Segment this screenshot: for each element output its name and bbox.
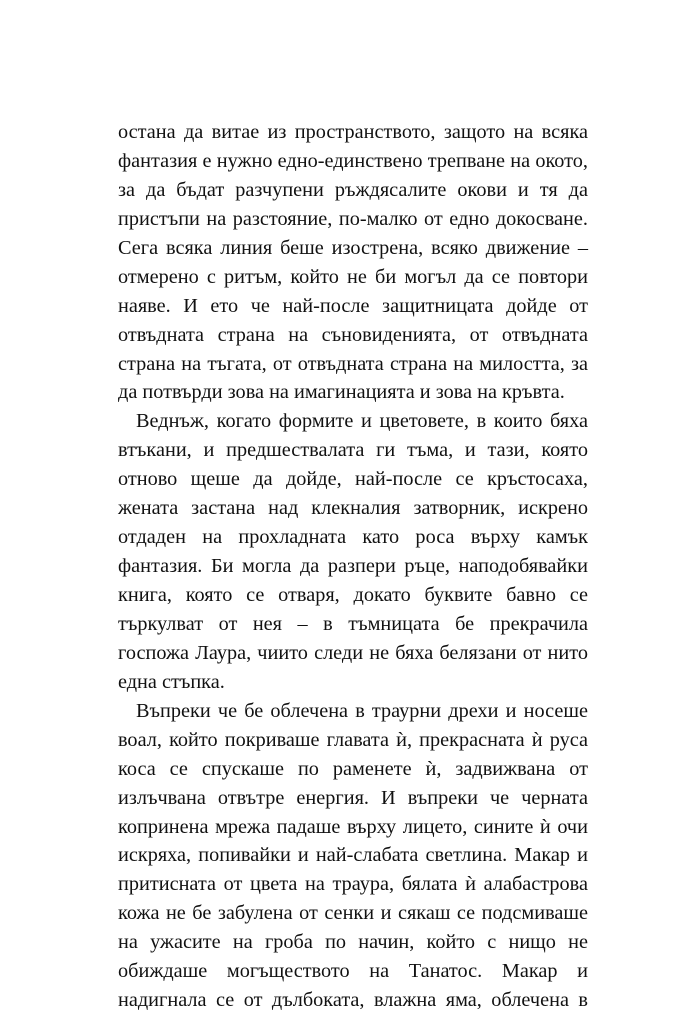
text-line: отдаден на прохладната като роса върху камък: [118, 526, 588, 549]
paragraph: [118, 697, 588, 1015]
text-line: искряха, попивайки и най-слабата светлина. Макар и: [118, 844, 588, 867]
text-line: кожа не бе забулена от сенки и сякаш се подсмиваше: [118, 902, 588, 925]
text-line: излъчвана отвътре енергия. И въпреки че черната: [118, 786, 588, 809]
text-line: една стъпка.: [118, 670, 225, 693]
text-line: Въпреки че бе облечена в траурни дрехи и носеше: [136, 699, 588, 722]
text-line: воал, който покриваше главата ѝ, прекрасната ѝ руса: [118, 728, 588, 751]
text-line: жената застана над клекналия затворник, искрено: [118, 497, 588, 520]
text-line: надигнала се от дълбоката, влажна яма, облечена в: [118, 989, 588, 1012]
text-line: коса се спускаше по раменете ѝ, задвижвана от: [118, 757, 588, 780]
paragraph: [118, 407, 588, 696]
text-line: търкулват от нея – в тъмницата бе прекрачила: [118, 612, 588, 635]
text-line: за да бъдат разчупени ръждясалите окови и тя да: [118, 178, 588, 201]
text-line: на ужасите на гроба по начин, който с нищо не: [118, 931, 588, 954]
text-line: пристъпи на разстояние, по-малко от едно докосване.: [118, 207, 588, 230]
text-line: наяве. И ето че най-после защитницата дойде от: [118, 294, 588, 317]
text-line: книга, която се отваря, докато буквите бавно се: [118, 584, 588, 606]
text-line: Веднъж, когато формите и цветовете, в които бяха: [136, 410, 588, 433]
text-line: отвъдната страна на съновиденията, от отвъдната: [118, 323, 588, 346]
text-line: втъкани, и предшествалата ги тъма, и тази, която: [118, 439, 588, 462]
text-line: обиждаше могъществото на Танатос. Макар и: [118, 960, 588, 983]
text-line: притисната от цвета на траура, бялата ѝ алабастрова: [118, 873, 588, 896]
text-line: госпожа Лаура, чиито следи не бяха белязани от нито: [118, 641, 588, 664]
text-line: фантазия. Би могла да разпери ръце, наподобявайки: [118, 555, 588, 578]
text-line: фантазия е нужно едно-единствено трепване на окото,: [118, 149, 588, 172]
text-line: отново щеше да дойде, най-после се кръстосаха,: [118, 468, 588, 491]
text-line: отмерено с ритъм, който не би могъл да се повтори: [118, 265, 588, 288]
text-line: остана да витае из пространството, защото на всяка: [118, 121, 588, 143]
paragraph: [118, 118, 588, 407]
text-line: копринена мрежа падаше върху лицето, сините ѝ очи: [118, 815, 588, 838]
text-line: Сега всяка линия беше изострена, всяко движение –: [118, 236, 588, 259]
text-line: да потвърди зова на имагинацията и зова на кръвта.: [118, 381, 565, 404]
body-text: [118, 118, 588, 1015]
text-line: страна на тъгата, от отвъдната страна на милостта, за: [118, 352, 588, 375]
